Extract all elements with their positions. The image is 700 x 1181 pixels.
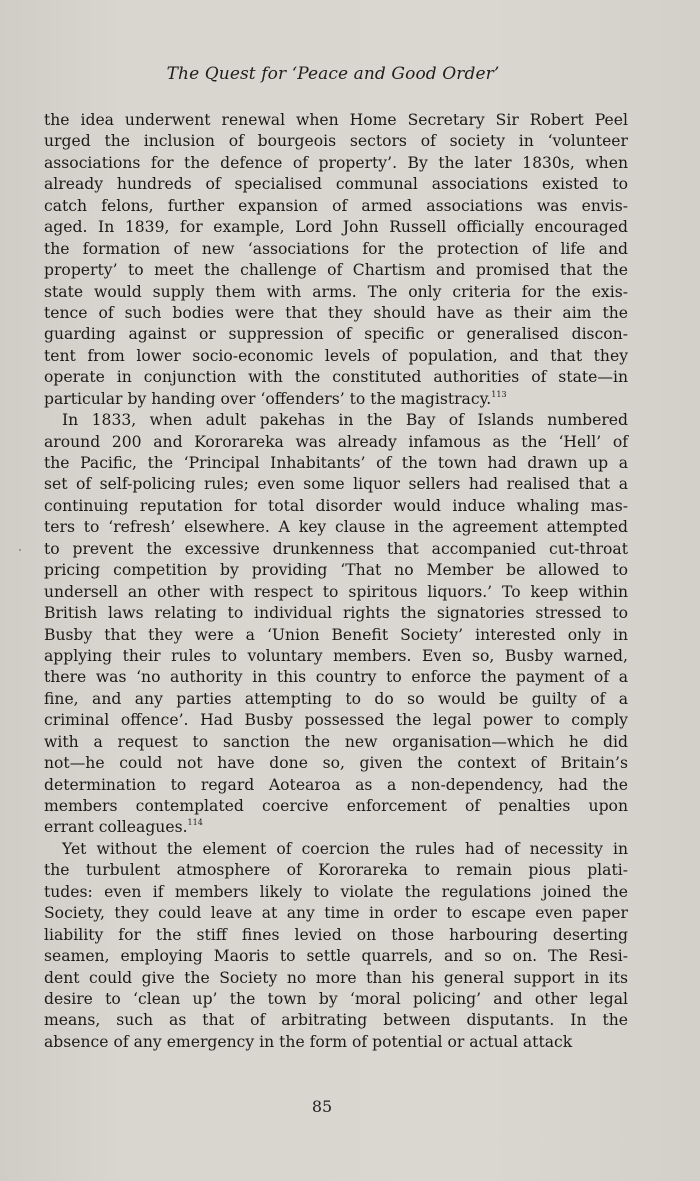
text-line: to prevent the excessive drunkenness that accompanied cut-throat <box>44 539 628 558</box>
text-line: not—he could not have done so, given the context of Britain’s <box>44 754 628 773</box>
text-line: continuing reputation for total disorder would induce whaling mas- <box>44 496 628 515</box>
paragraph <box>44 839 628 1053</box>
page-number: 85 <box>311 1097 333 1116</box>
text-line: British laws relating to individual rights the signatories stressed to <box>44 604 628 623</box>
text-line: aged. In 1839, for example, Lord John Russell officially encouraged <box>44 218 628 237</box>
text-line: the formation of new ‘associations for the protection of life and <box>44 239 628 258</box>
text-line: with a request to sanction the new organisation—which he did <box>44 732 628 751</box>
text-line: catch felons, further expansion of armed associations was envis- <box>44 196 628 215</box>
text-line: applying their rules to voluntary members. Even so, Busby warned, <box>44 646 628 665</box>
text-line: errant colleagues.$^{114}$ <box>44 818 203 837</box>
text-line: Society, they could leave at any time in order to escape even paper <box>44 904 628 923</box>
text-line: state would supply them with arms. The only criteria for the exis- <box>44 282 628 301</box>
text-line: around 200 and Kororareka was already infamous as the ‘Hell’ of <box>44 432 628 451</box>
text-line: liability for the stiff fines levied on those harbouring deserting <box>44 925 628 944</box>
text-line: tudes: even if members likely to violate the regulations joined the <box>44 882 628 901</box>
paragraph <box>44 110 628 410</box>
text-line: guarding against or suppression of specific or generalised discon- <box>44 325 628 344</box>
running-head: The Quest for ‘Peace and Good Order’ <box>166 64 500 84</box>
text-line: In 1833, when adult pakehas in the Bay of Islands numbered <box>62 411 628 430</box>
text-line: means, such as that of arbitrating between disputants. In the <box>44 1011 628 1030</box>
text-line: operate in conjunction with the constituted authorities of state—in <box>44 368 628 387</box>
text-line: Busby that they were a ‘Union Benefit Society’ interested only in <box>44 625 628 644</box>
footnote-marker: 113 <box>491 389 507 399</box>
text-line: urged the inclusion of bourgeois sectors of society in ‘volunteer <box>44 132 628 151</box>
text-line: tence of such bodies were that they should have as their aim the <box>44 303 628 322</box>
text-line: undersell an other with respect to spiritous liquors.’ To keep within <box>44 582 628 601</box>
text-line: dent could give the Society no more than his general support in its <box>44 968 628 987</box>
text-line: the turbulent atmosphere of Kororareka to remain pious plati- <box>44 861 628 880</box>
text-line: desire to ‘clean up’ the town by ‘moral policing’ and other legal <box>44 989 628 1008</box>
paragraph <box>44 410 628 839</box>
text-line: the Pacific, the ‘Principal Inhabitants’ of the town had drawn up a <box>44 454 628 472</box>
text-line: seamen, employing Maoris to settle quarrels, and so on. The Resi- <box>44 947 628 966</box>
text-line: criminal offence’. Had Busby possessed the legal power to comply <box>44 711 628 730</box>
text-line: particular by handing over ‘offenders’ to the magistracy.$^{113}$ <box>44 389 507 408</box>
text-line: ters to ‘refresh’ elsewhere. A key clause in the agreement attempted <box>44 518 628 537</box>
text-line: pricing competition by providing ‘That no Member be allowed to <box>44 561 628 580</box>
text-line: there was ‘no authority in this country to enforce the payment of a <box>44 668 628 687</box>
text-line: associations for the defence of property’. By the later 1830s, when <box>44 153 628 172</box>
footnote-marker: 114 <box>187 818 203 828</box>
text-line: property’ to meet the challenge of Chartism and promised that the <box>44 261 628 280</box>
text-line: fine, and any parties attempting to do so would be guilty of a <box>44 689 628 708</box>
text-line: set of self-policing rules; even some liquor sellers had realised that a <box>44 475 628 494</box>
text-line: already hundreds of specialised communal associations existed to <box>44 175 628 194</box>
paper-speck <box>19 549 21 551</box>
body-text <box>44 110 628 1053</box>
text-line: members contemplated coercive enforcement of penalties upon <box>44 797 628 815</box>
text-line: the idea underwent renewal when Home Secretary Sir Robert Peel <box>44 111 628 129</box>
text-line: Yet without the element of coercion the rules had of necessity in <box>62 839 628 858</box>
text-line: determination to regard Aotearoa as a non-dependency, had the <box>44 775 628 794</box>
text-line: absence of any emergency in the form of potential or actual attack <box>44 1032 573 1051</box>
text-line: tent from lower socio-economic levels of population, and that they <box>44 346 628 365</box>
